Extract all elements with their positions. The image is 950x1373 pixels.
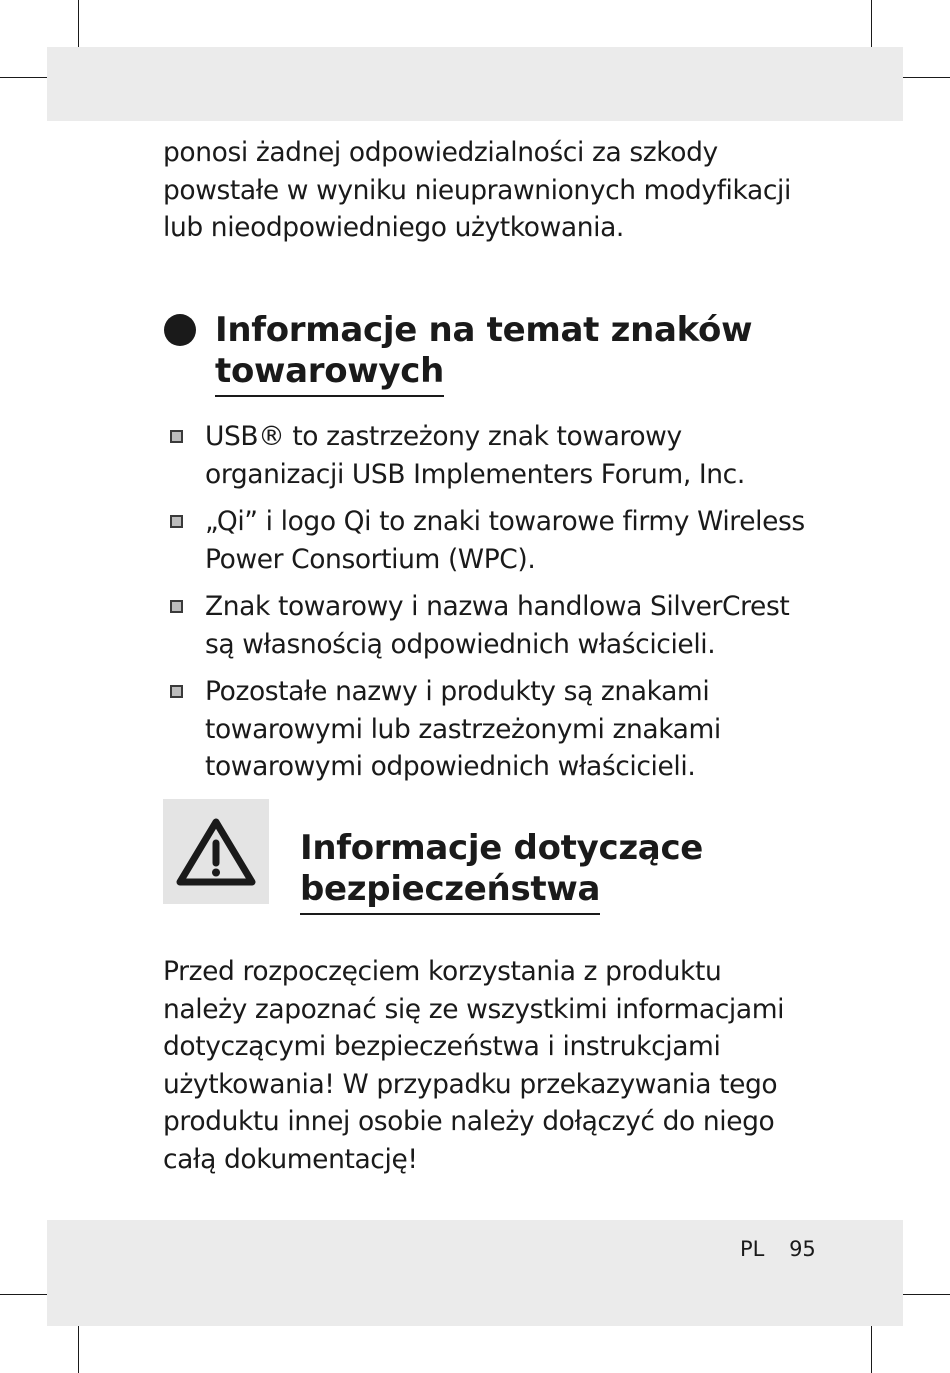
text-line: Znak towarowy i nazwa handlowa SilverCrest (205, 591, 790, 622)
header-band (47, 47, 903, 121)
text-line: organizacji USB Implementers Forum, Inc. (205, 458, 745, 490)
square-bullet-icon (170, 515, 183, 528)
text-line: dotyczącymi bezpieczeństwa i instrukcjami (163, 1031, 721, 1062)
list-item (163, 503, 843, 578)
heading-line: Informacje na temat znaków (215, 310, 753, 350)
trademark-list (163, 418, 843, 796)
text-line: należy zapoznać się ze wszystkimi informacjami (163, 993, 785, 1025)
text-line: powstałe w wyniku nieuprawnionych modyfikacji (163, 174, 791, 206)
square-bullet-icon (170, 430, 183, 443)
language-code: PL (740, 1237, 765, 1261)
text-line: całą dokumentację! (163, 1143, 418, 1175)
list-item (163, 673, 843, 786)
text-line: Power Consortium (WPC). (205, 543, 536, 575)
text-line: Pozostałe nazwy i produkty są znakami (205, 676, 710, 707)
square-bullet-icon (170, 685, 183, 698)
text-line: USB® to zastrzeżony znak towarowy (205, 421, 682, 452)
crop-mark (903, 1294, 950, 1295)
square-bullet-icon (170, 600, 183, 613)
crop-mark (0, 77, 47, 78)
page-footer (740, 1236, 816, 1262)
list-item (163, 588, 843, 663)
trademark-heading (215, 310, 752, 397)
warning-triangle-icon (163, 799, 269, 904)
section-bullet-icon (164, 314, 196, 346)
heading-line: bezpieczeństwa (300, 869, 600, 915)
heading-line: towarowych (215, 351, 444, 397)
heading-line: Informacje dotyczące (300, 828, 704, 868)
crop-mark (903, 77, 950, 78)
crop-mark (78, 0, 79, 47)
text-line: towarowymi lub zastrzeżonymi znakami (205, 713, 721, 745)
text-line: użytkowania! W przypadku przekazywania tego (163, 1068, 778, 1100)
crop-mark (871, 1326, 872, 1373)
crop-mark (0, 1294, 47, 1295)
text-line: są własnością odpowiednich właścicieli. (205, 628, 716, 660)
text-line: Przed rozpoczęciem korzystania z produktu (163, 956, 722, 987)
page-number: 95 (789, 1237, 816, 1261)
safety-heading (300, 828, 703, 915)
text-line: towarowymi odpowiednich właścicieli. (205, 751, 696, 782)
list-item (163, 418, 843, 493)
text-line: „Qi” i logo Qi to znaki towarowe firmy Wireless (205, 506, 805, 537)
text-line: lub nieodpowiedniego użytkowania. (163, 212, 624, 243)
crop-mark (78, 1326, 79, 1373)
crop-mark (871, 0, 872, 47)
text-line: ponosi żadnej odpowiedzialności za szkody (163, 137, 718, 168)
intro-paragraph (163, 134, 791, 247)
text-line: produktu innej osobie należy dołączyć do niego (163, 1106, 775, 1137)
safety-paragraph (163, 953, 784, 1178)
